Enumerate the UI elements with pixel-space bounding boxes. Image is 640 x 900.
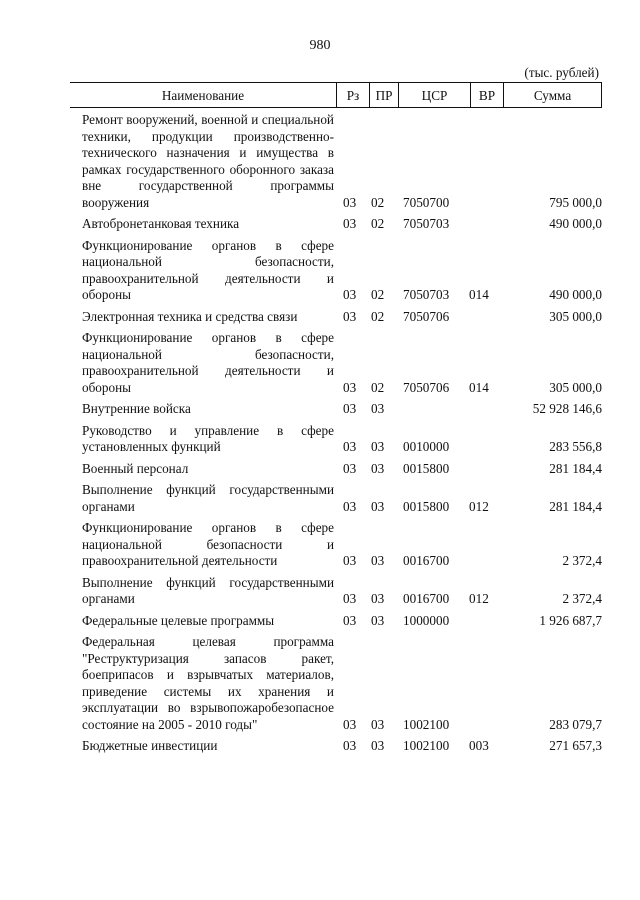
table-row [82, 738, 602, 755]
row-rz: 03 [343, 194, 357, 210]
row-sum: 2 372,4 [562, 591, 602, 606]
table-row [82, 575, 602, 608]
row-pr: 03 [371, 738, 385, 753]
row-name: Военный персонал [82, 460, 189, 476]
row-pr: 03 [371, 716, 385, 732]
row-csr: 0010000 [403, 439, 450, 454]
row-vr: 012 [469, 498, 489, 514]
table-row [82, 520, 602, 570]
row-rz: 03 [343, 401, 357, 416]
row-csr: 1002100 [403, 716, 450, 732]
row-name: Федеральные целевые программы [82, 612, 275, 628]
table-row [82, 330, 602, 396]
header-sum: Сумма [503, 83, 602, 107]
row-pr: 03 [371, 612, 385, 628]
row-pr: 03 [371, 439, 385, 454]
table-header [70, 82, 602, 108]
table-row [82, 112, 602, 211]
row-vr: 014 [469, 379, 489, 395]
table-row [82, 613, 602, 630]
row-pr: 02 [371, 308, 385, 324]
row-pr: 03 [371, 498, 385, 514]
row-name: Выполнение функций государственными органами [82, 574, 334, 606]
table-row [82, 238, 602, 304]
row-name: Федеральная целевая программа "Реструктуризация запасов ракет, боеприпасов и взрывчатых материалов, приведение системы их хранения и эксплуатации во взрывопожаробезопасное состояние на 2005 - 2010 годы" [82, 634, 334, 732]
header-pr: ПР [369, 83, 398, 107]
row-rz: 03 [343, 287, 357, 302]
row-name: Электронная техника и средства связи [82, 308, 298, 324]
row-vr: 014 [469, 287, 489, 302]
row-name: Руководство и управление в сфере установленных функций [82, 422, 334, 454]
row-rz: 03 [343, 553, 357, 568]
row-sum: 795 000,0 [549, 194, 602, 210]
row-name: Бюджетные инвестиции [82, 738, 218, 753]
row-rz: 03 [343, 379, 357, 395]
table-row [82, 401, 602, 418]
row-pr: 03 [371, 591, 385, 606]
row-rz: 03 [343, 439, 357, 454]
row-csr: 7050700 [403, 194, 450, 210]
row-name: Автобронетанковая техника [82, 216, 240, 231]
row-name: Внутренние войска [82, 401, 191, 416]
row-sum: 1 926 687,7 [539, 612, 602, 628]
header-rz: Рз [336, 83, 369, 107]
table-row [82, 423, 602, 456]
row-vr: 003 [469, 738, 489, 753]
row-pr: 02 [371, 287, 385, 302]
table-row [82, 461, 602, 478]
row-vr: 012 [469, 591, 489, 606]
row-rz: 03 [343, 591, 357, 606]
row-rz: 03 [343, 738, 357, 753]
row-sum: 271 657,3 [549, 738, 602, 753]
budget-table-body [82, 112, 602, 760]
table-row [82, 216, 602, 233]
row-name: Функционирование органов в сфере национальной безопасности, правоохранительной деятельности и обороны [82, 237, 334, 302]
page-number: 980 [309, 38, 331, 53]
row-csr: 7050703 [403, 216, 450, 231]
row-sum: 305 000,0 [549, 308, 602, 324]
row-csr: 7050703 [403, 287, 450, 302]
row-csr: 1000000 [403, 612, 450, 628]
row-rz: 03 [343, 498, 357, 514]
header-csr: ЦСР [398, 83, 470, 107]
row-sum: 281 184,4 [549, 460, 602, 476]
row-csr: 0015800 [403, 460, 450, 476]
row-sum: 490 000,0 [549, 216, 602, 231]
row-rz: 03 [343, 308, 357, 324]
row-rz: 03 [343, 612, 357, 628]
row-name: Ремонт вооружений, военной и специальной техники, продукции производственно-технического назначения и имущества в рамках государственного оборонного заказа вне государственной программы вооружения [82, 112, 334, 210]
row-pr: 02 [371, 194, 385, 210]
row-pr: 03 [371, 460, 385, 476]
row-name: Функционирование органов в сфере национальной безопасности и правоохранительной деятельности [82, 520, 334, 568]
row-sum: 283 079,7 [549, 716, 602, 732]
row-pr: 02 [371, 216, 385, 231]
row-rz: 03 [343, 216, 357, 231]
row-rz: 03 [343, 716, 357, 732]
row-pr: 02 [371, 379, 385, 395]
row-sum: 305 000,0 [549, 379, 602, 395]
row-csr: 0016700 [403, 553, 450, 568]
row-csr: 0015800 [403, 498, 450, 514]
row-csr: 1002100 [403, 738, 450, 753]
row-csr: 0016700 [403, 591, 450, 606]
row-sum: 490 000,0 [549, 287, 602, 302]
row-sum: 2 372,4 [562, 553, 602, 568]
table-row [82, 482, 602, 515]
table-row [82, 309, 602, 326]
row-sum: 283 556,8 [549, 439, 602, 454]
row-csr: 7050706 [403, 379, 450, 395]
row-rz: 03 [343, 460, 357, 476]
row-sum: 52 928 146,6 [532, 401, 602, 416]
row-pr: 03 [371, 553, 385, 568]
table-row [82, 634, 602, 733]
units-label: (тыс. рублей) [524, 65, 599, 80]
row-name: Выполнение функций государственными органами [82, 482, 334, 514]
header-vr: ВР [470, 83, 503, 107]
row-csr: 7050706 [403, 308, 450, 324]
row-name: Функционирование органов в сфере национальной безопасности, правоохранительной деятельности и обороны [82, 330, 334, 395]
header-name: Наименование [161, 88, 245, 103]
row-sum: 281 184,4 [549, 498, 602, 514]
row-pr: 03 [371, 401, 385, 416]
